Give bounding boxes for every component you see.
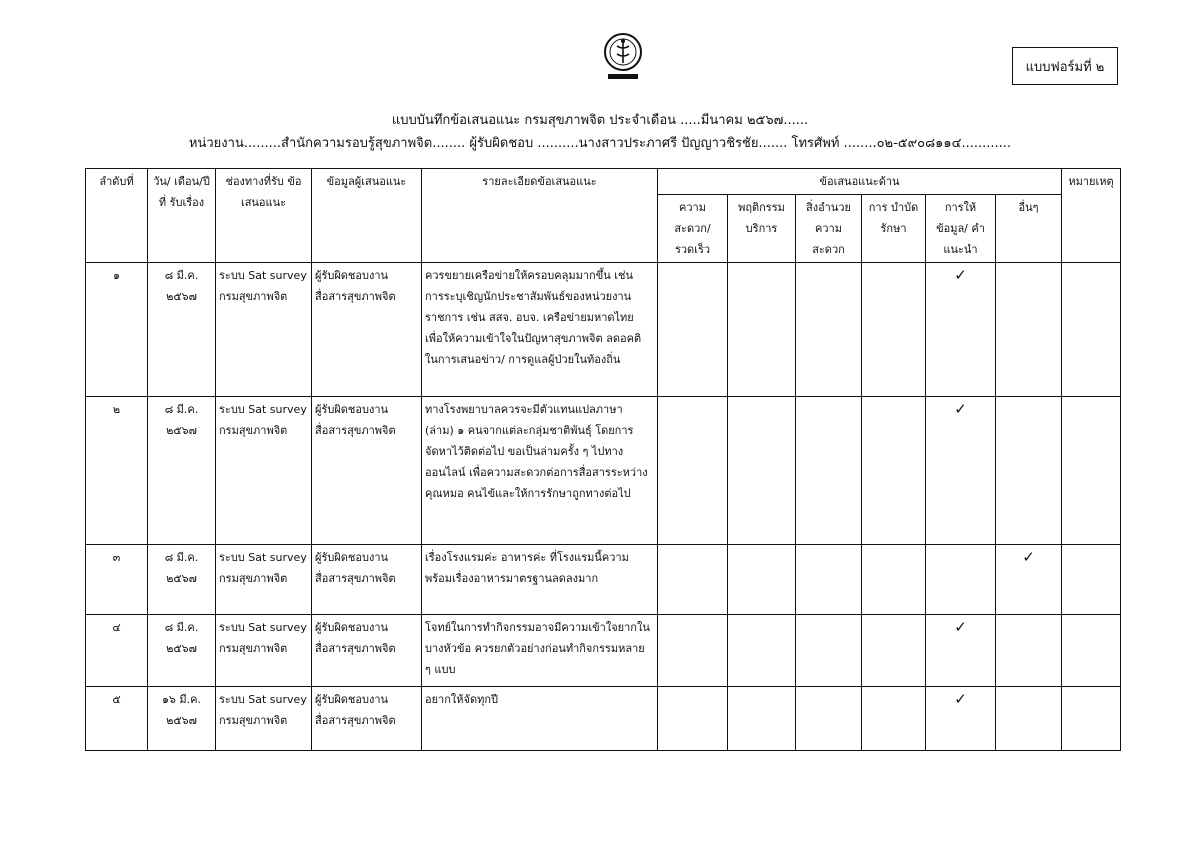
row-detail: เรื่องโรงแรมค่ะ อาหารค่ะ ที่โรงแรมนี้ความพร้อมเรื่องอาหารมาตรฐานลดลงมาก xyxy=(422,545,658,615)
row-detail: อยากให้จัดทุกปี xyxy=(422,687,658,751)
row-mark-treatment xyxy=(862,687,926,751)
table-row xyxy=(86,687,1121,751)
header-treatment: การ บำบัดรักษา xyxy=(862,195,926,263)
row-detail: ทางโรงพยาบาลควรจะมีตัวแทนแปลภาษา (ล่าม) ๑ คนจากแต่ละกลุ่มชาติพันธุ์ โดยการจัดหาไว้ติดต่อไป ขอเป็นล่ามครั้ง ๆ ไปทางออนไลน์ เพื่อความสะดวกต่อการสื่อสารระหว่างคุณหมอ คนไข้และให้การรักษาถูกทางต่อไป xyxy=(422,397,658,545)
row-mark-information xyxy=(926,545,996,615)
row-detail: ควรขยายเครือข่ายให้ครอบคลุมมากขึ้น เช่น การระบุเชิญนักประชาสัมพันธ์ของหน่วยงานราชการ เช่น สสจ. อบจ. เครือข่ายมหาดไทย เพื่อให้ความเข้าใจในปัญหาสุขภาพจิต ลดอคติในการเสนอข่าว/ การดูแลผู้ป่วยในท้องถิ่น xyxy=(422,263,658,397)
row-mark-information: ✓ xyxy=(926,615,996,687)
row-number: ๓ xyxy=(86,545,148,615)
header-category-group: ข้อเสนอแนะด้าน xyxy=(658,169,1062,195)
row-mark-service-behavior xyxy=(728,615,796,687)
row-mark-facilities xyxy=(796,545,862,615)
row-remark xyxy=(1062,397,1121,545)
row-mark-information: ✓ xyxy=(926,263,996,397)
row-mark-convenience xyxy=(658,545,728,615)
header-date: วัน/ เดือน/ปีที่ รับเรื่อง xyxy=(148,169,216,263)
row-mark-convenience xyxy=(658,397,728,545)
row-channel: ระบบ Sat survey กรมสุขภาพจิต xyxy=(216,615,312,687)
row-mark-service-behavior xyxy=(728,263,796,397)
table-row xyxy=(86,397,1121,545)
row-mark-other: ✓ xyxy=(996,545,1062,615)
row-mark-facilities xyxy=(796,615,862,687)
header-service-behavior: พฤติกรรม บริการ xyxy=(728,195,796,263)
row-date: ๑๖ มี.ค. ๒๕๖๗ xyxy=(148,687,216,751)
row-source: ผู้รับผิดชอบงาน สื่อสารสุขภาพจิต xyxy=(312,615,422,687)
row-date: ๘ มี.ค. ๒๕๖๗ xyxy=(148,397,216,545)
row-remark xyxy=(1062,263,1121,397)
row-mark-convenience xyxy=(658,687,728,751)
row-number: ๔ xyxy=(86,615,148,687)
header-convenience: ความ สะดวก/ รวดเร็ว xyxy=(658,195,728,263)
header-detail: รายละเอียดข้อเสนอแนะ xyxy=(422,169,658,263)
form-number-label: แบบฟอร์มที่ ๒ xyxy=(1012,47,1118,85)
row-mark-service-behavior xyxy=(728,687,796,751)
row-mark-treatment xyxy=(862,615,926,687)
row-mark-other xyxy=(996,263,1062,397)
row-mark-service-behavior xyxy=(728,545,796,615)
row-channel: ระบบ Sat survey กรมสุขภาพจิต xyxy=(216,263,312,397)
row-number: ๕ xyxy=(86,687,148,751)
row-remark xyxy=(1062,545,1121,615)
row-channel: ระบบ Sat survey กรมสุขภาพจิต xyxy=(216,687,312,751)
header-remark: หมายเหตุ xyxy=(1062,169,1121,263)
header-channel: ช่องทางที่รับ ข้อเสนอแนะ xyxy=(216,169,312,263)
row-mark-other xyxy=(996,615,1062,687)
row-date: ๘ มี.ค. ๒๕๖๗ xyxy=(148,263,216,397)
row-detail: โจทย์ในการทำกิจกรรมอาจมีความเข้าใจยากในบางหัวข้อ ควรยกตัวอย่างก่อนทำกิจกรรมหลาย ๆ แบบ xyxy=(422,615,658,687)
row-mark-facilities xyxy=(796,687,862,751)
header-other: อื่นๆ xyxy=(996,195,1062,263)
row-date: ๘ มี.ค. ๒๕๖๗ xyxy=(148,545,216,615)
row-mark-convenience xyxy=(658,263,728,397)
row-mark-convenience xyxy=(658,615,728,687)
row-mark-treatment xyxy=(862,397,926,545)
document-subtitle: หน่วยงาน.........สำนักความรอบรู้สุขภาพจิต........ ผู้รับผิดชอบ ..........นางสาวประภาศรี ปัญญาวชิรชัย....... โทรศัพท์ ........๐๒-๕๙๐๘๑๑๔............ xyxy=(188,136,1012,151)
header-no: ลำดับที่ xyxy=(86,169,148,263)
row-source: ผู้รับผิดชอบงาน สื่อสารสุขภาพจิต xyxy=(312,263,422,397)
row-channel: ระบบ Sat survey กรมสุขภาพจิต xyxy=(216,397,312,545)
row-mark-service-behavior xyxy=(728,397,796,545)
row-mark-other xyxy=(996,687,1062,751)
row-mark-information: ✓ xyxy=(926,397,996,545)
header-information: การให้ ข้อมูล/ คำแนะนำ xyxy=(926,195,996,263)
row-mark-treatment xyxy=(862,545,926,615)
row-number: ๑ xyxy=(86,263,148,397)
department-seal-logo xyxy=(600,32,646,84)
row-mark-facilities xyxy=(796,263,862,397)
row-remark xyxy=(1062,687,1121,751)
row-remark xyxy=(1062,615,1121,687)
row-channel: ระบบ Sat survey กรมสุขภาพจิต xyxy=(216,545,312,615)
row-source: ผู้รับผิดชอบงาน สื่อสารสุขภาพจิต xyxy=(312,687,422,751)
table-row xyxy=(86,263,1121,397)
feedback-table xyxy=(85,168,1121,751)
row-source: ผู้รับผิดชอบงาน สื่อสารสุขภาพจิต xyxy=(312,397,422,545)
table-row xyxy=(86,615,1121,687)
row-mark-facilities xyxy=(796,397,862,545)
row-number: ๒ xyxy=(86,397,148,545)
row-date: ๘ มี.ค. ๒๕๖๗ xyxy=(148,615,216,687)
row-source: ผู้รับผิดชอบงาน สื่อสารสุขภาพจิต xyxy=(312,545,422,615)
header-facilities: สิ่งอำนวย ความสะดวก xyxy=(796,195,862,263)
table-row xyxy=(86,545,1121,615)
document-title: แบบบันทึกข้อเสนอแนะ กรมสุขภาพจิต ประจำเดือน .....มีนาคม ๒๕๖๗...... xyxy=(391,113,809,128)
row-mark-other xyxy=(996,397,1062,545)
header-source: ข้อมูลผู้เสนอแนะ xyxy=(312,169,422,263)
row-mark-information: ✓ xyxy=(926,687,996,751)
row-mark-treatment xyxy=(862,263,926,397)
